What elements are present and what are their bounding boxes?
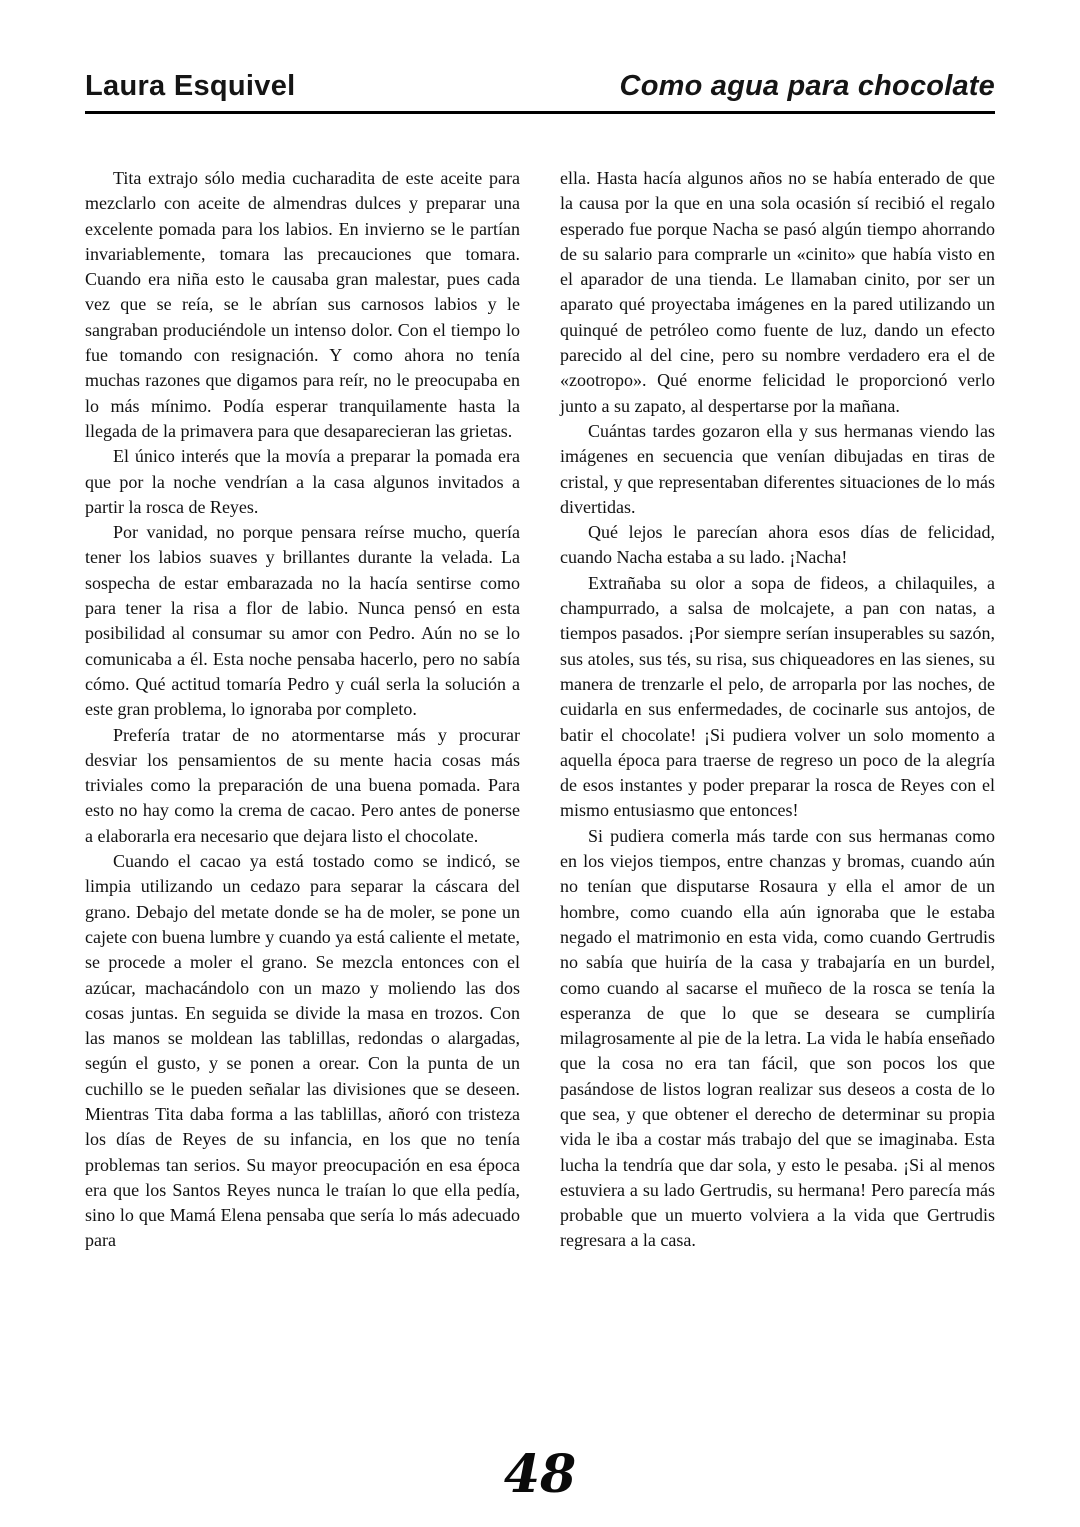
paragraph: Qué lejos le parecían ahora esos días de felicidad, cuando Nacha estaba a su lado. ¡Nacha! [560,522,995,568]
paragraph: Si pudiera comerla más tarde con sus hermanas como en los viejos tiempos, entre chanzas y bromas, cuando aún no tenían que disputarse Rosaura y ella el amor de un hombre, como cuando ella aún ignoraba que le estaba negado el matrimonio en esta vida, como cuando Gertrudis no sabía que huiría de la casa y trabajaría en un burdel, como cuando al sacarse el muñeco de la rosca se tenía la esperanza de que lo que se deseara se cumpliría milagrosamente al pie de la letra. La vida le había enseñado que la cosa no era tan fácil, que son pocos los que pasándose de listos logran realizar sus deseos a costa de lo que sea, y que obtener el derecho de determinar su propia vida le iba a costar más trabajo del que se imaginaba. Esta lucha la tendría que dar sola, y esto le pesaba. ¡Si al menos estuviera a su lado Gertrudis, su hermana! Pero parecía más probable que un muerto volviera a la vida que Gertrudis regresara a la casa. [560,825,995,1251]
text-columns [85,166,995,1254]
paragraph: El único interés que la movía a preparar la pomada era que por la noche vendrían a la casa algunos invitados a partir la rosca de Reyes. [85,446,520,517]
page-number: 48 [503,1444,577,1505]
paragraph: Cuántas tardes gozaron ella y sus hermanas viendo las imágenes en secuencia que venían dibujadas en tiras de cristal, y que representaban diferentes situaciones de lo más divertidas. [560,420,995,517]
column-left [85,166,520,1254]
author-name: Laura Esquivel [85,70,296,102]
paragraph: Prefería tratar de no atormentarse más y procurar desviar los pensamientos de su mente hacia cosas más triviales como la preparación de una buena pomada. Para esto no hay como la crema de cacao. Pero antes de ponerse a elaborarla era necesario que dejara listo el chocolate. [85,724,520,846]
page-header [85,70,995,114]
paragraph: Por vanidad, no porque pensara reírse mucho, quería tener los labios suaves y brillantes durante la velada. La sospecha de estar embarazada no la hacía sentirse como para tener la risa a flor de labio. Nunca pensó en esta posibilidad al consumar su amor con Pedro. Aún no se lo comunicaba a él. Esta noche pensaba hacerlo, pero no sabía cómo. Qué actitud tomaría Pedro y cuál serla la solución a este gran problema, lo ignoraba por completo. [85,522,520,720]
paragraph: Cuando el cacao ya está tostado como se indicó, se limpia utilizando un cedazo para separar la cáscara del grano. Debajo del metate donde se ha de moler, se pone un cajete con buena lumbre y cuando ya está caliente el metate, se procede a moler el grano. Se mezcla entonces con el azúcar, machacándolo con un mazo y moliendo las dos cosas juntas. En seguida se divide la masa en trozos. Con las manos se moldean las tablillas, redondas o alargadas, según el gusto, y se ponen a orear. Con la punta de un cuchillo se le pueden señalar las divisiones que se deseen. Mientras Tita daba forma a las tablillas, añoró con tristeza los días de Reyes de su infancia, en los que no tenía problemas tan serios. Su mayor preocupación en esa época era que los Santos Reyes nunca le traían lo que ella pedía, sino lo que Mamá Elena pensaba que sería lo más adecuado para [85,851,520,1251]
paragraph: Tita extrajo sólo media cucharadita de este aceite para mezclarlo con aceite de almendras dulces y preparar una excelente pomada para los labios. En invierno se le partían invariablemente, tomara las precauciones que tomara. Cuando era niña esto le causaba gran malestar, pues cada vez que se reía, se le abrían sus carnosos labios y le sangraban produciéndole un intenso dolor. Con el tiempo lo fue tomando con resignación. Y como ahora no tenía muchas razones que digamos para reír, no le preocupaba en lo más mínimo. Podía esperar tranquilamente hasta la llegada de la primavera para que desaparecieran las grietas. [85,168,520,441]
column-right [560,166,995,1254]
paragraph: Extrañaba su olor a sopa de fideos, a chilaquiles, a champurrado, a salsa de molcajete, a pan con natas, a tiempos pasados. ¡Por siempre serían insuperables su sazón, sus atoles, sus tés, su risa, sus chiqueadores en las sienes, su manera de trenzarle el pelo, de arroparla por las noches, de cuidarla en sus enfermedades, de cocinarle sus antojos, de batir el chocolate! ¡Si pudiera volver un solo momento a aquella época para traerse de regreso un poco de la alegría de esos instantes y poder preparar la rosca de Reyes con el mismo entusiasmo que entonces! [560,572,995,821]
paragraph: ella. Hasta hacía algunos años no se había enterado de que la causa por la que en una sola ocasión sí recibió el regalo esperado fue porque Nacha se pasó algún tiempo ahorrando de su salario para comprarle un «cinito» que había visto en el aparador de una tienda. Le llamaban cinito, por ser un aparato qué proyectaba imágenes en la pared utilizando un quinqué de petróleo como fuente de luz, dando un efecto parecido al del cine, pero su nombre verdadero era el de «zootropo». Qué enorme felicidad le proporcionó verlo junto a su zapato, al despertarse por la mañana. [560,168,995,416]
book-title: Como agua para chocolate [619,70,995,102]
